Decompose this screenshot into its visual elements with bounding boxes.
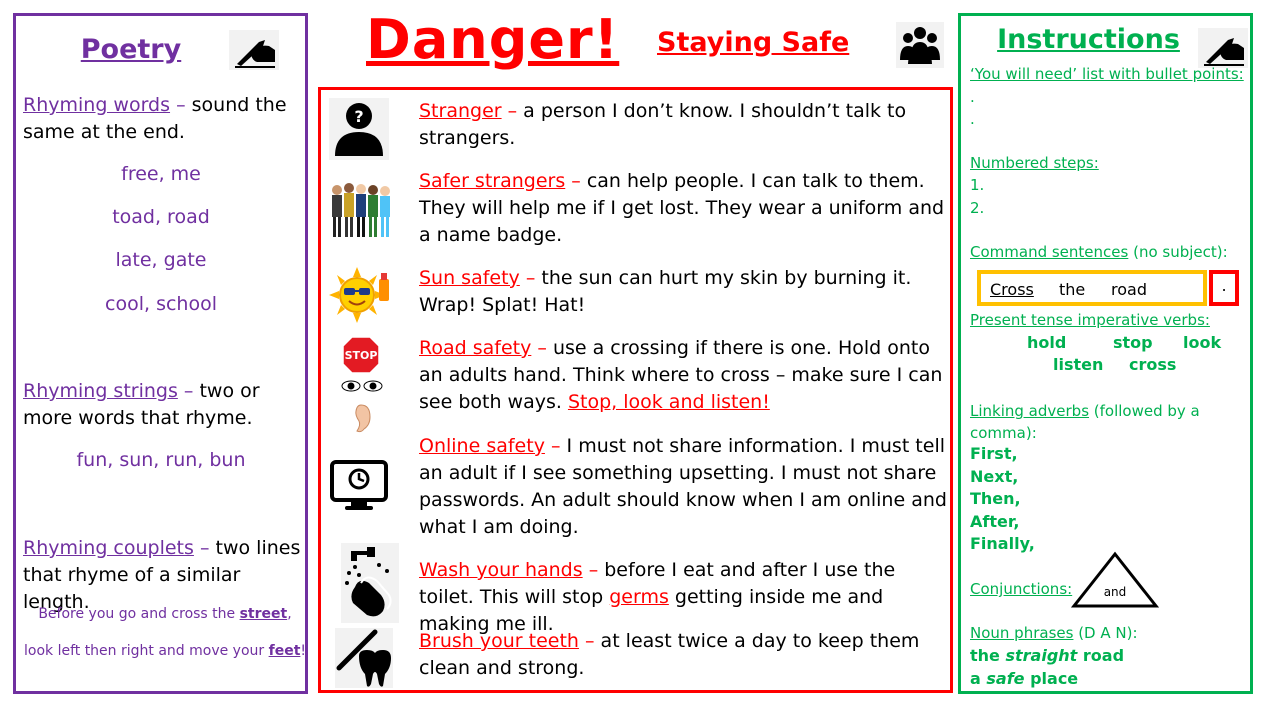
safety-desc: the sun can hurt my skin by burning it. Wrap! Splat! Hat! [419, 267, 912, 316]
rhyming-strings-definition [23, 378, 308, 432]
conjunction-word: and [1103, 585, 1127, 599]
uniformed-people-icon [329, 180, 393, 242]
people-group-icon [896, 22, 944, 68]
adverb: Finally, [970, 534, 1035, 553]
safety-desc: a person I don’t know. I shouldn’t talk to strangers. [419, 100, 907, 149]
rhyming-strings-term: Rhyming strings [23, 380, 178, 402]
adverb: After, [970, 512, 1020, 531]
couplet-rhyme-word: street [239, 606, 288, 622]
poetry-panel [13, 13, 308, 694]
adverb: First, [970, 444, 1018, 463]
dash: – [578, 630, 601, 652]
germs-word: germs [609, 586, 669, 608]
word-pair: free, me [121, 163, 201, 185]
ear-icon [356, 405, 370, 432]
step-number: 2. [970, 199, 985, 217]
label-note: (D A N): [1073, 624, 1138, 642]
label-text: Linking adverbs [970, 402, 1090, 420]
imperative-verbs-label [970, 311, 1210, 329]
rhyming-strings-def: two or more words that rhyme. [23, 380, 260, 429]
writing-hand-icon [1198, 28, 1248, 68]
safety-text [419, 168, 949, 249]
safety-desc: before I eat and after I use the toilet. This will stop [419, 559, 896, 608]
safety-topics-box [318, 87, 953, 693]
safety-text [419, 557, 949, 638]
conjunctions-label [970, 580, 1072, 598]
instructions-panel [958, 13, 1253, 694]
noun: place [1024, 669, 1079, 688]
full-stop-box: . [1209, 270, 1239, 306]
dash: – [170, 94, 192, 116]
string-example: fun, sun, run, bun [76, 449, 246, 471]
dash: – [501, 100, 524, 122]
verb: cross [1129, 355, 1177, 374]
rhyming-couplets-definition [23, 535, 308, 616]
computer-monitor-icon [329, 459, 389, 513]
dash: – [519, 267, 542, 289]
label-text: ‘You will need’ list with bullet points: [970, 65, 1244, 83]
safety-term: Safer strangers [419, 170, 566, 192]
safety-term: Wash your hands [419, 559, 583, 581]
safety-desc: use a crossing if there is one. Hold onto an adults hand. Think where to cross – make sure I can see both ways. [419, 337, 943, 413]
rhyming-words-term: Rhyming words [23, 94, 171, 116]
hand-washing-icon [341, 543, 399, 623]
couplet-punct: ! [300, 643, 307, 659]
bullet-point: . [970, 110, 975, 128]
couplet-line-1 [20, 606, 310, 622]
dash: – [193, 537, 216, 559]
stop-sign-icon [339, 335, 383, 441]
writing-hand-icon [229, 30, 279, 70]
safety-term: Road safety [419, 337, 532, 359]
label-note: (no subject): [1128, 243, 1228, 261]
verb: listen [1053, 355, 1104, 374]
dash: – [544, 435, 567, 457]
rhyming-couplets-def: two lines that rhyme of a similar length. [23, 537, 301, 613]
verb: stop [1113, 333, 1153, 352]
safety-desc: at least twice a day to keep them clean and strong. [419, 630, 920, 679]
safety-text [419, 98, 949, 152]
label-text: Conjunctions: [970, 580, 1073, 598]
command-verb: Cross [990, 280, 1034, 299]
noun-phrase [970, 669, 1078, 688]
label-text: Numbered steps: [970, 154, 1099, 172]
rhyming-couplets-term: Rhyming couplets [23, 537, 194, 559]
determiner: a [970, 669, 987, 688]
adverb: Then, [970, 489, 1021, 508]
safety-term: Sun safety [419, 267, 520, 289]
word-pair: toad, road [112, 206, 210, 228]
triangle-shape [1071, 551, 1159, 609]
command-word: road [1111, 280, 1147, 299]
label-text: Noun phrases [970, 624, 1074, 642]
numbered-steps-label [970, 154, 1099, 172]
word-pair: late, gate [115, 249, 207, 271]
safety-desc: getting inside me and making me ill. [419, 586, 884, 635]
couplet-line-2 [20, 643, 310, 659]
sun-with-sunglasses-icon [329, 267, 393, 325]
safety-text [419, 335, 949, 416]
adjective: straight [1005, 646, 1078, 665]
poetry-title: Poetry [80, 34, 182, 65]
safety-term: Online safety [419, 435, 545, 457]
adverb: Next, [970, 467, 1019, 486]
you-will-need-label [970, 65, 1244, 83]
linking-adverbs-label [970, 400, 1240, 444]
bullet-point: . [970, 88, 975, 106]
verb: hold [1027, 333, 1067, 352]
conjunction-triangle [1071, 551, 1159, 609]
couplet-rhyme-word: feet [268, 643, 301, 659]
toothbrush-icon [335, 628, 393, 688]
label-note: (followed by a comma): [970, 402, 1200, 442]
safety-text [419, 433, 949, 541]
svg-text:?: ? [354, 107, 364, 126]
command-word: the [1059, 280, 1086, 299]
adjective: safe [986, 669, 1025, 688]
noun-phrases-label [970, 624, 1138, 642]
page-subtitle: Staying Safe [657, 27, 850, 58]
couplet-text: look left then right and move your [23, 643, 269, 659]
couplet-text: Before you go and cross the [38, 606, 240, 622]
noun-phrase [970, 646, 1124, 665]
page-title: Danger! [366, 8, 620, 71]
determiner: the [970, 646, 1006, 665]
rhyming-words-definition [23, 92, 308, 146]
safety-term: Stranger [419, 100, 502, 122]
word-pair: cool, school [105, 293, 217, 315]
label-text: Present tense imperative verbs: [970, 311, 1210, 329]
dash: – [582, 559, 605, 581]
unknown-person-icon [329, 98, 389, 160]
safety-desc: I must not share information. I must tell an adult if I see something upsetting. I must not share passwords. An adult should know when I am online and what I am doing. [419, 435, 947, 538]
step-number: 1. [970, 176, 985, 194]
command-sentence-box [977, 270, 1207, 306]
dash: – [177, 380, 200, 402]
stop-look-listen: Stop, look and listen! [567, 391, 770, 413]
eyes-icon [342, 381, 382, 391]
safety-text [419, 265, 949, 319]
rhyming-words-def: sound the same at the end. [23, 94, 287, 143]
couplet-punct: , [287, 606, 292, 622]
label-text: Command sentences [970, 243, 1129, 261]
safety-desc: can help people. I can talk to them. They will help me if I get lost. They wear a uniform and a name badge. [419, 170, 945, 246]
stop-sign-text: STOP [344, 349, 378, 362]
noun: road [1077, 646, 1125, 665]
instructions-title: Instructions [997, 24, 1180, 55]
safety-text [419, 628, 949, 682]
verb: look [1183, 333, 1222, 352]
dash: – [531, 337, 553, 359]
safety-term: Brush your teeth [419, 630, 579, 652]
dash: – [565, 170, 587, 192]
command-sentences-label [970, 243, 1228, 261]
